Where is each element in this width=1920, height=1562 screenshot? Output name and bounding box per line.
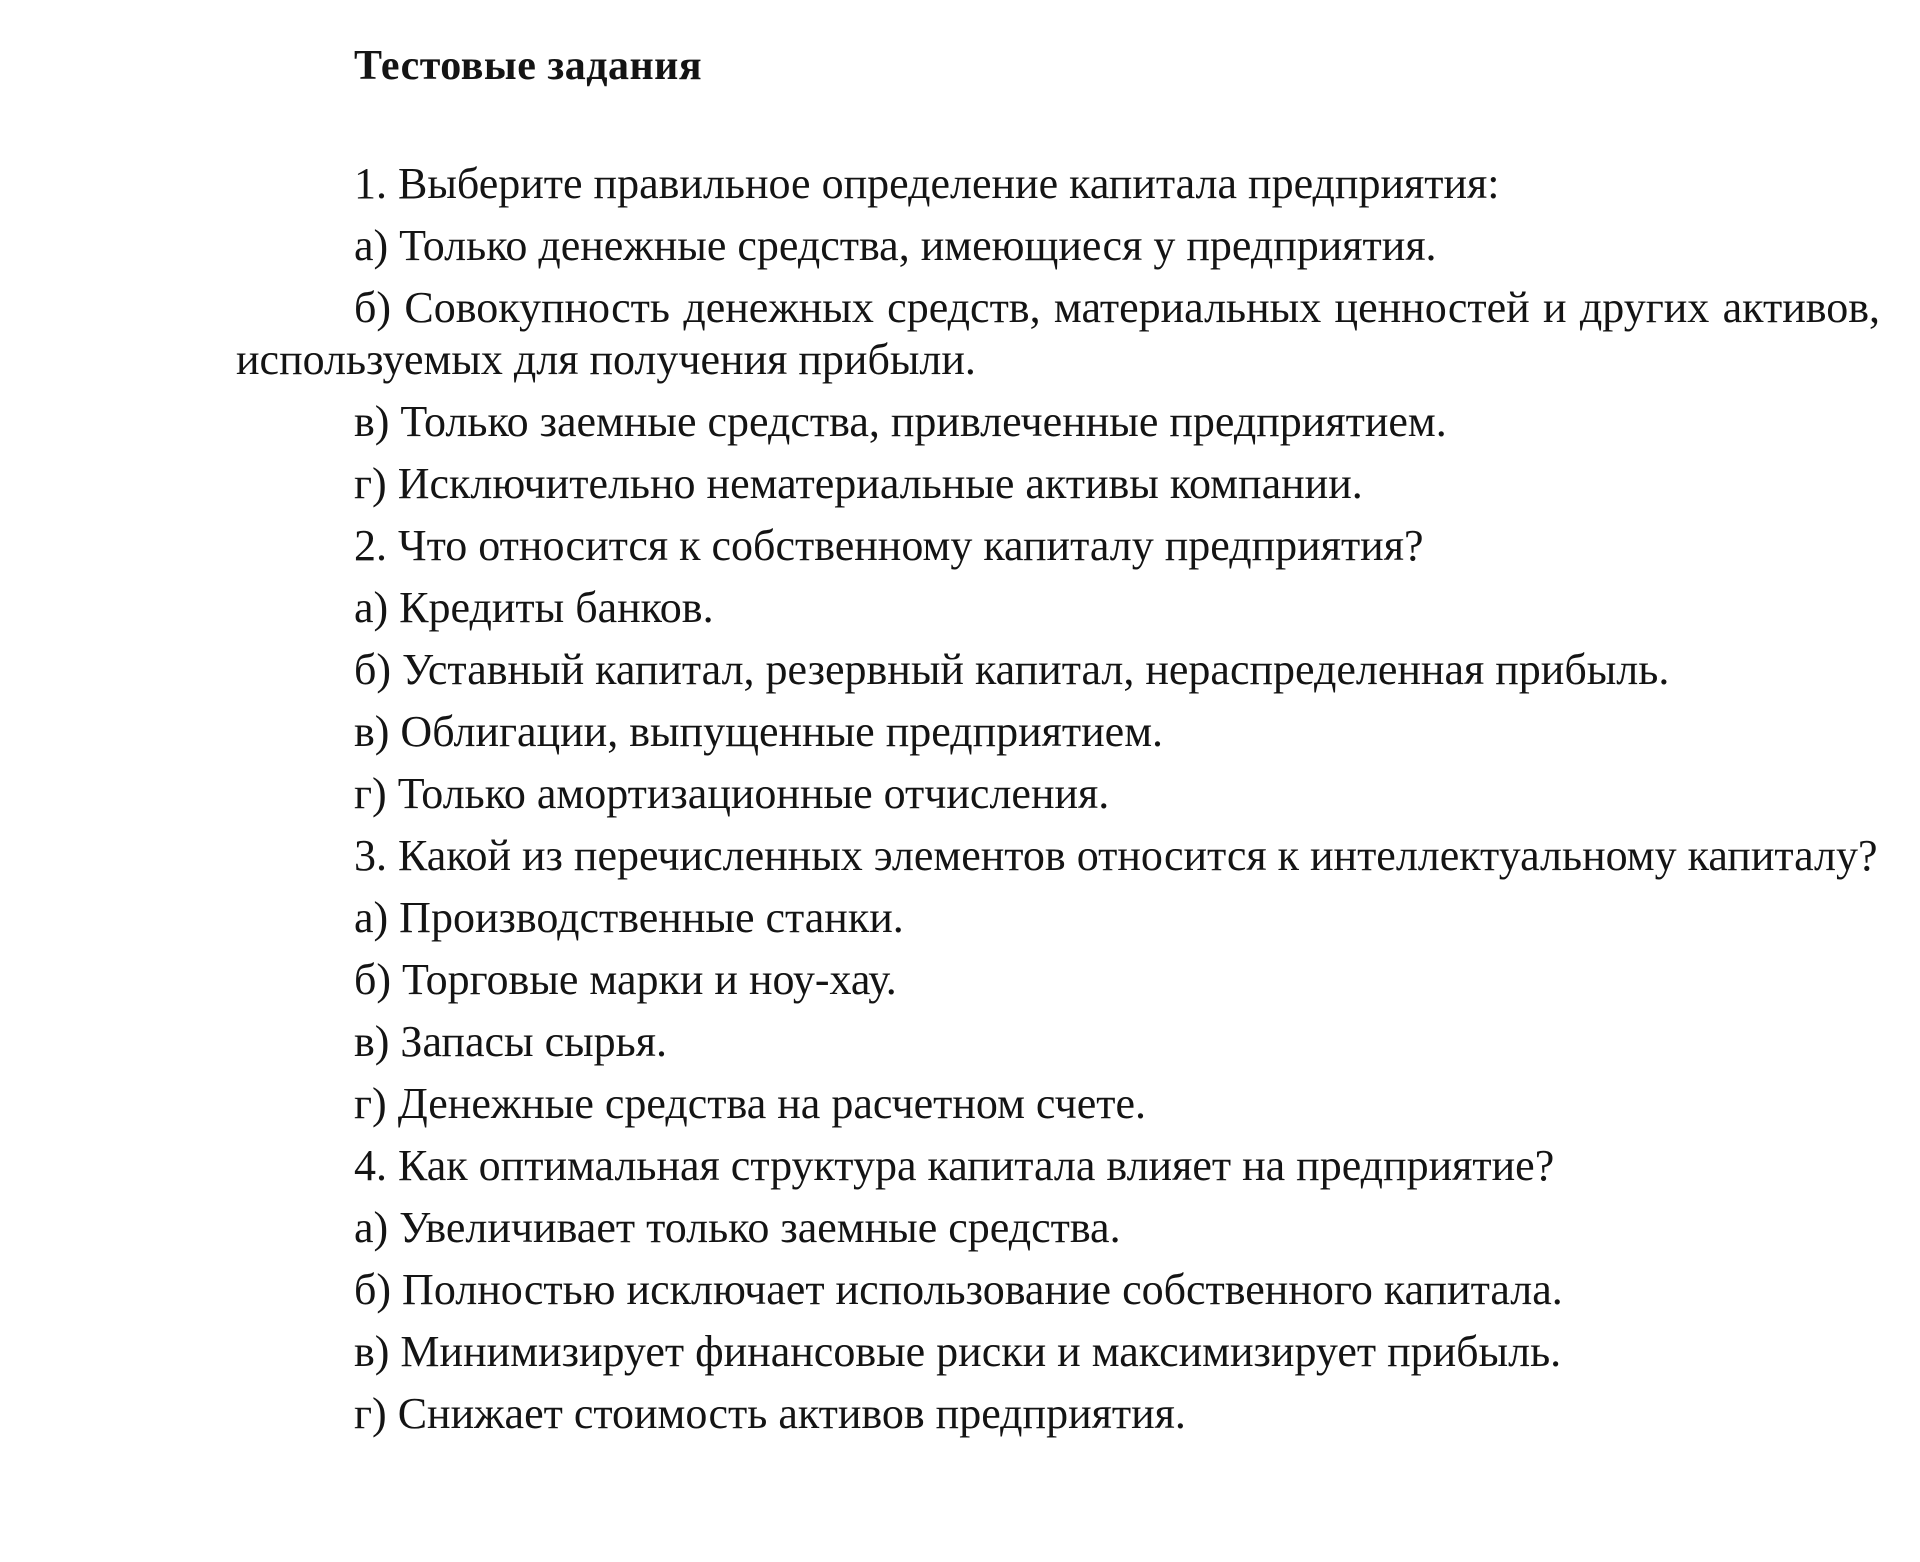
answer-option: б) Полностью исключает использование собственного капитала. bbox=[354, 1265, 1563, 1314]
document-body bbox=[236, 40, 1880, 1440]
document-title: Тестовые задания bbox=[354, 43, 703, 89]
question-block bbox=[236, 1140, 1880, 1440]
answer-option: в) Только заемные средства, привлеченные предприятием. bbox=[354, 397, 1447, 446]
answer-option: б) Уставный капитал, резервный капитал, нераспределенная прибыль. bbox=[354, 645, 1670, 694]
answer-option: в) Облигации, выпущенные предприятием. bbox=[354, 707, 1164, 756]
question-block bbox=[236, 830, 1880, 1130]
answer-option: г) Только амортизационные отчисления. bbox=[354, 769, 1110, 818]
question-text: 4. Как оптимальная структура капитала влияет на предприятие? bbox=[354, 1141, 1555, 1190]
answer-option: а) Увеличивает только заемные средства. bbox=[354, 1203, 1121, 1252]
question-block bbox=[236, 520, 1880, 820]
question-text: 2. Что относится к собственному капиталу предприятия? bbox=[354, 521, 1424, 570]
question-text: 3. Какой из перечисленных элементов относится к интеллектуальному капиталу? bbox=[354, 831, 1878, 880]
answer-option: а) Производственные станки. bbox=[354, 893, 904, 942]
answer-option: б) Совокупность денежных средств, материальных ценностей и других активов, используемых для получения прибыли. bbox=[236, 283, 1880, 384]
answer-option: в) Минимизирует финансовые риски и максимизирует прибыль. bbox=[354, 1327, 1562, 1376]
question-block bbox=[236, 158, 1880, 510]
answer-option: г) Исключительно нематериальные активы компании. bbox=[354, 459, 1363, 508]
answer-option: г) Денежные средства на расчетном счете. bbox=[354, 1079, 1146, 1128]
answer-option: в) Запасы сырья. bbox=[354, 1017, 667, 1066]
answer-option: б) Торговые марки и ноу-хау. bbox=[354, 955, 897, 1004]
answer-option: а) Кредиты банков. bbox=[354, 583, 714, 632]
answer-option: г) Снижает стоимость активов предприятия. bbox=[354, 1389, 1186, 1438]
answer-option: а) Только денежные средства, имеющиеся у предприятия. bbox=[354, 221, 1437, 270]
question-text: 1. Выберите правильное определение капитала предприятия: bbox=[354, 159, 1500, 208]
